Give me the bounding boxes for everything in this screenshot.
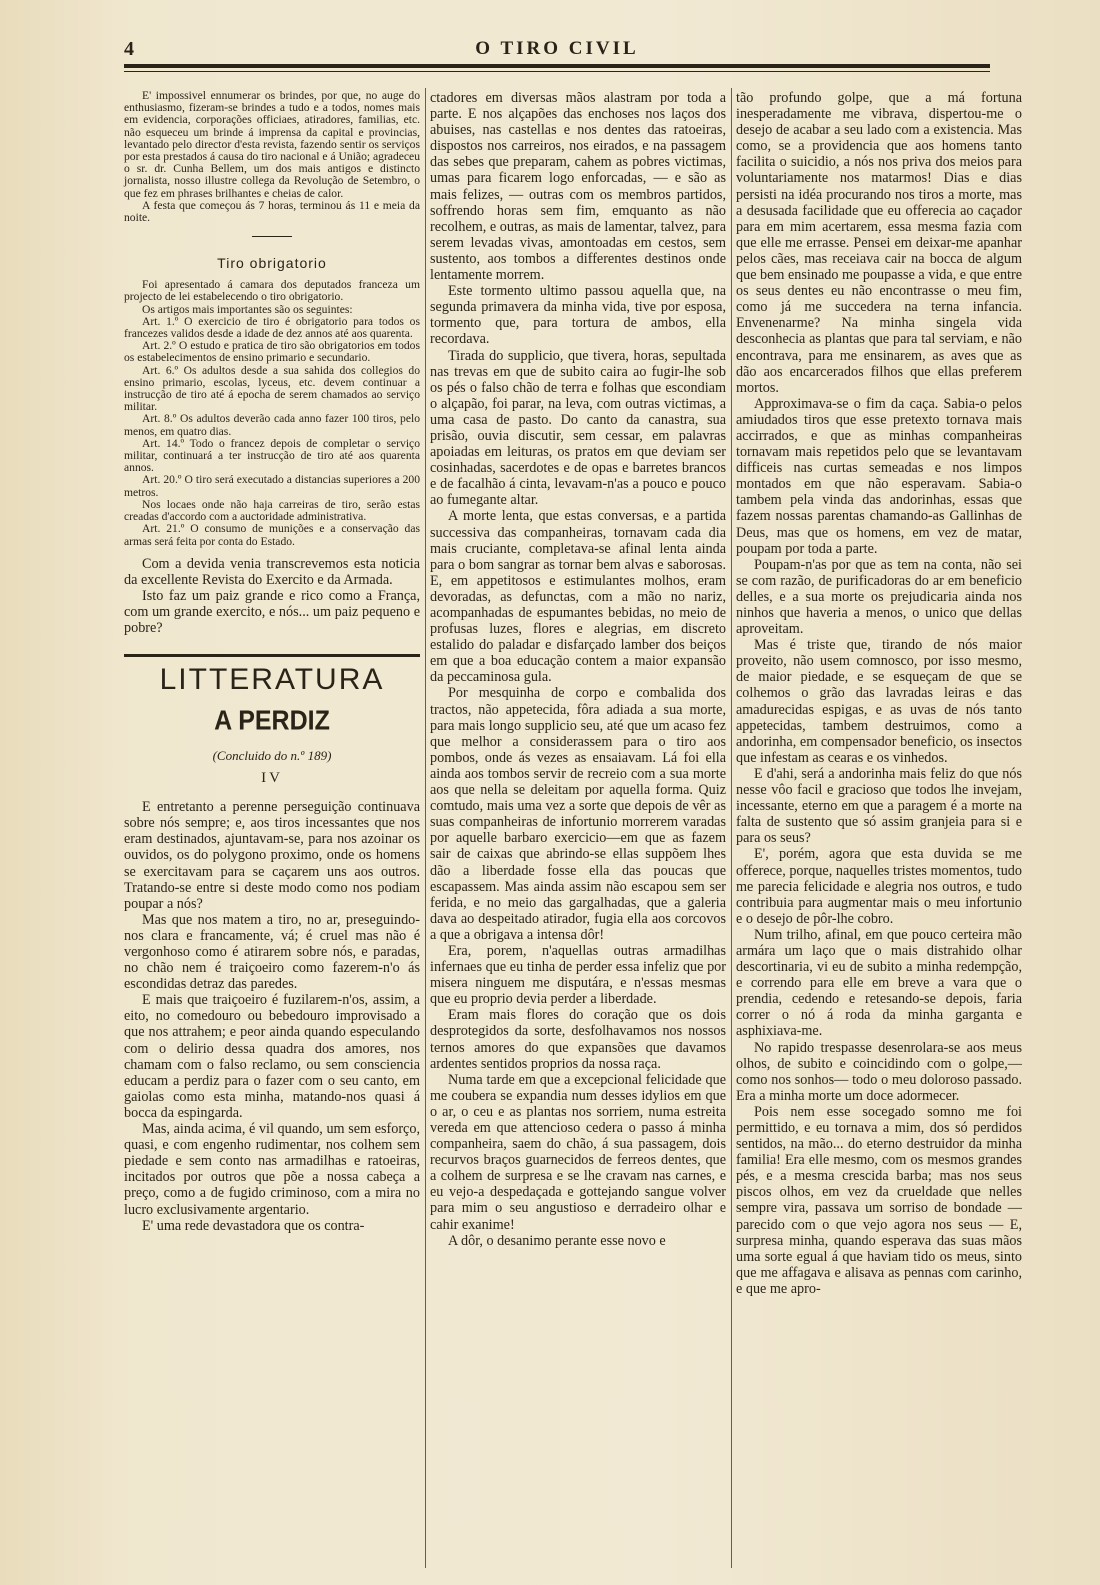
- paragraph: Art. 21.º O consumo de munições e a conservação das armas será feita por conta do Estado.: [124, 522, 420, 548]
- paragraph: Com a devida venia transcrevemos esta noticia da excellente Revista do Exercito e da Armada.: [124, 555, 420, 588]
- column-1: [124, 90, 420, 1234]
- column-2: [430, 90, 726, 1249]
- paragraph: No rapido trespasse desenrolara-se aos meus olhos, de subito e coincidindo com o golpe,—como nos sonhos— todo o meu doloroso passado. Era a minha morte um doce adormecer.: [736, 1039, 1022, 1104]
- paragraph: Os artigos mais importantes são os seguintes:: [142, 302, 353, 316]
- paragraph: Tirada do supplicio, que tivera, horas, sepultada nas trevas em que de subito caira ao fugir-lhe sob os pés o falso chão de terra e folhas que escondiam o alçapão, foi parar, na leva, com outras victimas, a uma casa de pasto. Do canto da canastra, sua prisão, ouvia discutir, sem cessar, em palavras apoiadas em leituras, os pratos em que deviam ser cosinhadas, sacerdotes e de opas e barretes brancos e de facalhão á cinta, levavam-n'as a pouco e pouco ao fumegante altar.: [430, 347, 726, 509]
- paragraph: Approximava-se o fim da caça. Sabia-o pelos amiudados tiros que esse pretexto tornava mais accirrados, e que as minhas companheiras tornavam mais repetidos pelo que se levantavam difficeis nas curtas semeadas e nos limpos montados em que não esperavam. Sabia-o tambem pela vinda das andorinhas, essas que fazem nossas parentas chamando-as Gallinhas de Deus, mas que os homens, em vez de matar, poupam por toda a parte.: [736, 395, 1022, 557]
- story-title: A PERDIZ: [214, 705, 330, 737]
- paragraph: Art. 8.º Os adultos deverão cada anno fazer 100 tiros, pelo menos, em quatro dias.: [124, 412, 420, 438]
- paragraph: Art. 1.º O exercicio de tiro é obrigatorio para todos os francezes validos desde a idade de dez annos até aos quarenta.: [124, 314, 420, 341]
- paragraph: Mas é triste que, tirando de nós maior proveito, não usem comnosco, por isso mesmo, de maior piedade, e se esqueçam de que se colhemos o grão das lavradas leiras e das amadurecidas espigas, e as uvas de nós tanto appetecidas, tambem destruimos, como a andorinha, em compensador beneficio, os insectos que infestam as cearas e os vinhedos.: [736, 637, 1022, 766]
- paragraph: Mas que nos matem a tiro, no ar, preseguindo-nos clara e francamente, vá; é cruel mas não é vergonhoso como é atirarem sobre nós, e paradas, no chão nem é traiçoeiro como fazerem-n'o ás escondidas detraz das paredes.: [124, 911, 420, 993]
- paragraph: Poupam-n'as por que as tem na conta, não sei se com razão, de purificadoras do ar em beneficio delles, e a sua morte os prejudicaria ainda nos ninhos que haveria a menos, o unico que dellas aproveitam.: [736, 556, 1022, 638]
- paragraph: Nos locaes onde não haja carreiras de tiro, serão estas creadas d'accordo com a auctoridade administrativa.: [124, 497, 420, 524]
- paragraph: Num trilho, afinal, em que pouco certeira mão armára um laço que o mais distrahido olhar descortinaria, vi eu de subito a minha redempção, e correndo para elle em breve a vara que o prendia, cedendo e retesando-se depois, faria correr o nó á roda da minha garganta e asphixiava-me.: [736, 926, 1022, 1040]
- paragraph: Era, porem, n'aquellas outras armadilhas infernaes que eu tinha de perder essa infeliz que por misera ninguem me disputára, e n'essas mesmas que eu proprio devia perder a liberdade.: [430, 942, 726, 1008]
- header-rule-thin: [124, 71, 990, 72]
- paragraph: Mas, ainda acima, é vil quando, um sem esforço, quasi, e com engenho rudimentar, nos colhem sem piedade e sem conto nas armadilhas e ratoeiras, incitados por outros que põe a nossa cabeça a preço, como a de fugido criminoso, com a mira no lucro exclusivamente argentario.: [124, 1121, 420, 1218]
- page-number: 4: [124, 38, 134, 60]
- paragraph: Foi apresentado á camara dos deputados franceza um projecto de lei estabelecendo o tiro obrigatorio.: [124, 278, 420, 304]
- story-text-col1: [124, 799, 420, 1234]
- paragraph: Isto faz um paiz grande e rico como a França, com um grande exercito, e nós... um paiz pequeno e pobre?: [124, 587, 420, 637]
- header-rule-thick: [124, 64, 990, 68]
- editorial-comment: [124, 556, 420, 636]
- paragraph: tão profundo golpe, que a má fortuna inesperadamente me vibrava, dispertou-me o desejo de acabar a seu lado com a existencia. Mas como, se a providencia que aos homens tanto facilita o suicidio, a nós nos priva dos meios para voluntariamente nos matarmos! Dias e dias persisti na idéa procurando nos tiros a morte, mas a desusada facilidade que eu offerecia ao caçador para em mim acertarem, essa mesma fazia com que elle me errasse. Pensei em deixar-me apanhar pelos cães, mas receiava cair na bocca de algum que bem ensinado me poupasse a vida, e que entre os seus dentes eu não encontrasse o meu fim, como já me succedera na terna infancia. Envenenarme? Na minha singela vida desconhecia as plantas que para tal serviam, e não encontrava, para me ensinarem, as aves que as dão aos encarcerados filhos que ellas preferem mortos.: [736, 90, 1023, 396]
- paragraph: E mais que traiçoeiro é fuzilarem-n'os, assim, a eito, no comedouro ou bebedouro improvisado a que nos attrahem; e peor ainda quando especulando com o delirio dessa quadra dos amores, nos chamam com o falso reclamo, ou sem consciencia educam a perdiz para o fazer com o seu canto, em gaiolas como esta minha, matando-nos quasi á bocca da espingarda.: [124, 992, 420, 1121]
- paragraph: Pois nem esse socegado somno me foi permittido, e eu tornava a mim, dos só perdidos sentidos, na mão... do eterno destruidor da minha familia! Era elle mesmo, com os mesmos grandes pés, e a mesma crescida barba; mas nos seus piscos olhos, em vez da crueldade que nelles sempre vira, passava um sorriso de bondade — parecido com o que vejo agora nos seus — E, surpresa minha, quando esperava das suas mãos uma sorte egual á que haviam tido os meus, sinto que me affagava e alisava as pennas com carinho, e que me apro-: [736, 1103, 1022, 1297]
- banquet-report: [124, 90, 420, 224]
- paragraph: E' uma rede devastadora que os contra-: [142, 1217, 365, 1234]
- paragraph: A dôr, o desanimo perante esse novo e: [448, 1232, 666, 1249]
- tiro-obrigatorio-article: [124, 279, 420, 547]
- chapter-number: IV: [261, 770, 283, 787]
- separator: [252, 236, 292, 237]
- paragraph: Art. 6.º Os adultos desde a sua sahida dos collegios do ensino primario, escolas, lyceus, etc. devem continuar a instrucção de tiro até á epocha de serem chamados ao serviço militar.: [124, 363, 420, 414]
- continuation-note: (Concluido do n.º 189): [212, 748, 332, 764]
- paragraph: Numa tarde em que a excepcional felicidade que me coubera se expandia num desses idylios em que o ar, o ceu e as plantas nos sorriem, numa estreita vereda em que attencioso cedera o passo á minha companheira, saem do chão, á sua passagem, dois recurvos braços guarnecidos de ferreos dentes, que a colhem de surpresa e se lhe cravam nas carnes, e eu vejo-a despedaçada e gottejando sangue volver para mim o seu angustioso e derradeiro olhar e cahir exanime!: [430, 1071, 726, 1233]
- paragraph: Eram mais flores do coração que os dois desprotegidos da sorte, desfolhavamos nos nossos ternos amores do que expansões que davamos ardentes sentidos proprios da nossa raça.: [430, 1007, 726, 1072]
- subheading-tiro-obrigatorio: Tiro obrigatorio: [217, 255, 327, 272]
- paragraph: E d'ahi, será a andorinha mais feliz do que nós nesse vôo facil e gracioso que todos lhe invejam, incessante, eterno em que a paragem é a morte na falta de sustento que só assim granjeia para si e para os seus?: [736, 765, 1022, 847]
- paragraph: Este tormento ultimo passou aquella que, na segunda primavera da minha vida, tive por esposa, tormento que, para tortura de ambos, ella recordava.: [430, 283, 726, 348]
- paragraph: Por mesquinha de corpo e combalida dos tractos, não appetecida, fôra adiada a sua morte, para mais longo supplicio seu, até que um acaso fez que melhor a considerassem para o tiro aos pombos, onde ás vezes as ensaiavam. Lá foi ella ainda aos tombos servir de recreio com a sua morte aos que nella se deleitam por aquella forma. Quiz comtudo, mais uma vez a sorte que depois de vêr as suas companheiras de infortunio morrerem varadas por aquelle barbaro exercicio—em que as fazem sair de caixas que abrindo-se ellas suppõem lhes dão a liberdade fosse ella das poucas que escapassem. Mas ainda assim não escapou sem ser ferida, e no meio das gargalhadas, que a galeria dava ao despeitado atirador, fugia ella aos corcovos a que a obrigava a intensa dôr!: [430, 685, 726, 943]
- column-divider-2: [731, 88, 732, 1568]
- section-heading-litteratura: LITTERATURA: [159, 663, 385, 697]
- paragraph: ctadores em diversas mãos alastram por toda a parte. E nos alçapões das enchoses nos laços dos abuises, nas castellas e nos dentes das ratoeiras, dispostos nos carreiros, nos eirados, e na passagem das sebes que preparam, cahem as pobres victimas, umas para ficarem logo enforcadas, — e são as mais felizes, — outras com os membros partidos, soffrendo horas sem fim, emquanto as não recolhem, e outras, as mais de lamentar, talvez, para serem levadas vivas, amontoadas em cestos, sem sustento, aos tombos a differentes destinos onde lentamente morrem.: [430, 90, 726, 284]
- paragraph: E', porém, agora que esta duvida se me offerece, porque, naquelles tristes momentos, tudo me parecia felicidade e alegria nos outros, e tudo contribuia para augmentar mais o meu infortunio e o desejo de pôr-lhe cobro.: [736, 846, 1022, 927]
- page-header: [124, 38, 990, 60]
- paragraph: Art. 2.º O estudo e pratica de tiro são obrigatorios em todos os estabelecimentos de ensino primario e secundario.: [124, 339, 420, 365]
- paragraph: E entretanto a perenne perseguição continuava sobre nós sempre; e, aos tiros incessantes que nos eram destinados, ajuntavam-se, para nos azoinar os ouvidos, os do polygono proximo, onde os homens se exercitavam para se caçarem uns aos outros. Tratando-se entre si deste modo como nos podiam poupar a nós?: [124, 799, 420, 912]
- paragraph: Art. 14.º Todo o francez depois de completar o serviço militar, continuará a ter instrucção de tiro até aos quarenta annos.: [124, 436, 420, 475]
- section-rule: [124, 654, 420, 657]
- paragraph: A festa que começou ás 7 horas, terminou ás 11 e meia da noite.: [124, 198, 420, 225]
- newspaper-title: O TIRO CIVIL: [475, 38, 639, 59]
- column-divider-1: [425, 88, 426, 1568]
- paragraph: E' impossivel ennumerar os brindes, por que, no auge do enthusiasmo, fizeram-se brindes a tudo e a todos, nomes mais em evidencia, corporações officiaes, atiradores, familias, etc. não esqueceu um brinde á imprensa da capital e provincias, levantado pelo director d'esta revista, fazendo sentir os serviços por esta prestados á causa do tiro nacional e á União; agradeceu o sr. dr. Cunha Bellem, um dos mais antigos e distincto jornalista, nosso illustre collega da Revolução de Setembro, o que fez em phrases brilhantes e cheias de calor.: [124, 89, 420, 200]
- column-3: [736, 90, 1022, 1297]
- paragraph: Art. 20.º O tiro será executado a distancias superiores a 200 metros.: [124, 473, 420, 499]
- paragraph: A morte lenta, que estas conversas, e a partida successiva das companheiras, tornavam cada dia mais cruciante, completava-se afinal lenta ainda para o bom sangrar as tornar bem alvas e saborosas. E, em appetitosos e estimulantes molhos, eram devoradas, as defunctas, com a mão no nariz, acompanhadas de espumantes bebidas, no meio de profusas luzes, flores e alegrias, em discreto estalido do paladar e disfarçado lamber dos beiços em que a boa educação contem a maior expansão da peccaminosa gula.: [430, 508, 726, 686]
